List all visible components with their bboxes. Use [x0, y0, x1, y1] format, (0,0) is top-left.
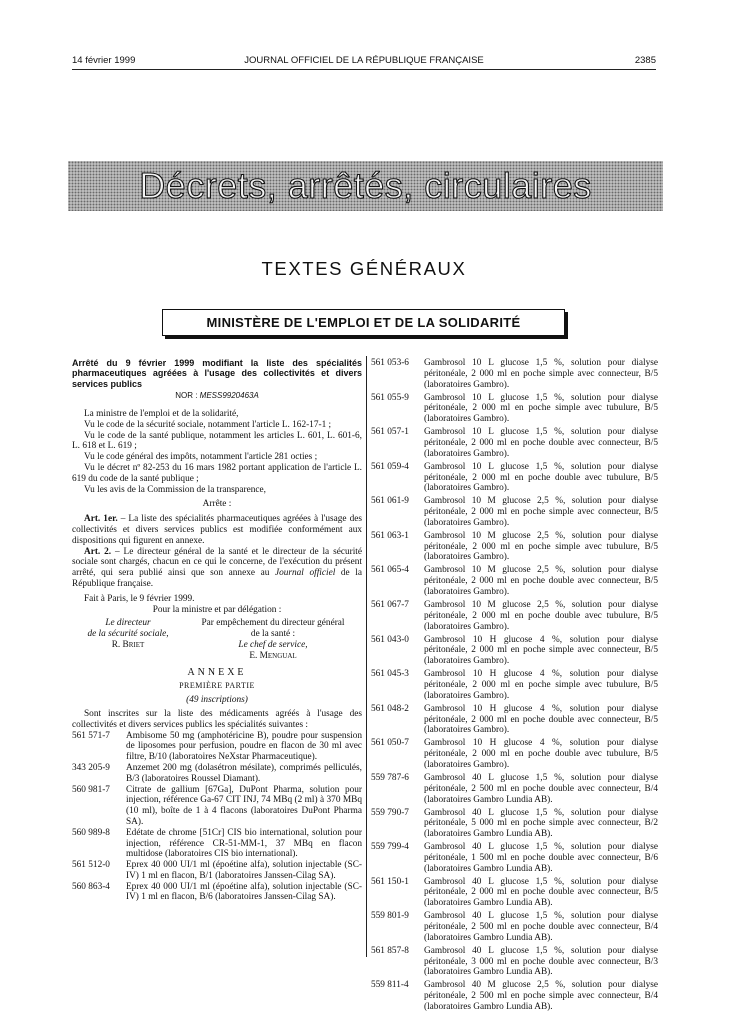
cip-code: 559 787-6 — [371, 772, 409, 783]
signature-right — [184, 618, 362, 661]
paragraph: Vu le code général des impôts, notamment l'article 281 octies ; — [84, 452, 318, 463]
paragraph: Vu le décret nº 82-253 du 16 mars 1982 portant application de l'article L. 619 du code de la santé publique ; — [72, 463, 362, 484]
annex-part: PREMIÈRE PARTIE — [179, 681, 255, 691]
journal-officiel-ref: Journal officiel — [274, 568, 336, 579]
cip-code: 559 790-7 — [371, 807, 409, 818]
entry-text: Gambrosol 40 L glucose 1,5 %, solution pour dialyse péritonéale, 1 500 ml en poche double avec connecteur, B/6 (laboratoires Gambro Lundia AB). — [424, 842, 658, 874]
delegation-line: Pour la ministre et par délégation : — [152, 604, 282, 615]
article-2 — [72, 547, 362, 590]
arrete-word: Arrête : — [202, 499, 232, 510]
list-item — [371, 911, 658, 943]
cip-code: 559 799-4 — [371, 842, 409, 853]
article-1 — [72, 514, 362, 546]
list-item — [371, 946, 658, 978]
entry-text: Citrate de gallium [67Ga], DuPont Pharma, solution pour injection, référence Ga-67 CIT INJ, 74 MBq (2 ml) à 370 MBq (10 ml), boîte de 1 à 4 flacons (laboratoires DuPont Pharma SA). — [126, 784, 362, 827]
header-page-number: 2385 — [634, 55, 656, 66]
cip-code: 560 981-7 — [72, 784, 110, 795]
section-title: Décrets, arrêtés, circulaires — [139, 165, 592, 206]
cip-code: 561 057-1 — [371, 427, 409, 438]
entry-text: Gambrosol 40 L glucose 1,5 %, solution pour dialyse péritonéale, 5 000 ml en poche simple avec connecteur, B/2 (laboratoires Gambro Lundia AB). — [424, 807, 658, 840]
signatory-name: R. Briet — [111, 639, 145, 650]
list-item — [371, 704, 658, 736]
category-heading: TEXTES GÉNÉRAUX — [261, 258, 467, 279]
article-1-text: – La liste des spécialités pharmaceutiques agréées à l'usage des collectivités et divers services publics est modifiée conformément aux dispositions qui figurent en annexe. — [72, 514, 362, 546]
header-rule — [72, 69, 656, 70]
article-1-label: Art. 1er. — [84, 514, 118, 525]
list-item — [371, 877, 658, 909]
list-item — [371, 462, 658, 494]
arrete-title: Arrêté du 9 février 1999 modifiant la liste des spécialités pharmaceutiques agréées à l'usage des collectivités et divers services publics — [72, 358, 362, 389]
list-item — [371, 669, 658, 701]
entry-text: Gambrosol 40 L glucose 1,5 %, solution pour dialyse péritonéale, 2 000 ml en poche double avec connecteur, B/5 (laboratoires Gambro Lundia AB). — [424, 876, 658, 909]
list-item — [371, 358, 658, 390]
cip-code: 561 065-4 — [371, 565, 409, 576]
list-item — [371, 808, 658, 840]
cip-code: 561 043-0 — [371, 634, 409, 645]
list-item — [371, 600, 658, 632]
annex-title: ANNEXE — [187, 666, 247, 678]
entry-text: Gambrosol 40 L glucose 1,5 %, solution pour dialyse péritonéale, 2 500 ml en poche double avec connecteur, B/4 (laboratoires Gambro Lundia AB). — [424, 772, 658, 805]
list-item — [72, 828, 362, 860]
ministry-name: MINISTÈRE DE L'EMPLOI ET DE LA SOLIDARITÉ — [206, 315, 521, 330]
cip-code: 561 055-9 — [371, 392, 409, 403]
nor-code: MESS9920463A — [199, 391, 259, 401]
list-item — [371, 773, 658, 805]
header-journal-title: JOURNAL OFFICIEL DE LA RÉPUBLIQUE FRANÇAISE — [244, 55, 484, 66]
entry-text: Gambrosol 10 H glucose 4 %, solution pour dialyse péritonéale, 2 000 ml en poche simple avec tubulure, B/5 (laboratoires Gambro). — [424, 669, 658, 701]
cip-code: 561 059-4 — [371, 461, 409, 472]
column-divider — [366, 356, 367, 957]
left-column — [72, 358, 362, 903]
list-item — [72, 731, 362, 763]
right-column — [371, 358, 658, 1015]
cip-code: 561 857-8 — [371, 945, 409, 956]
cip-code: 561 050-7 — [371, 738, 409, 749]
list-item — [72, 763, 362, 785]
running-head — [72, 55, 656, 69]
cip-code: 561 063-1 — [371, 530, 409, 541]
entry-text: Gambrosol 40 M glucose 2,5 %, solution pour dialyse péritonéale, 2 500 ml en poche simple avec connecteur, B/4 (laboratoires Gambro Lundia AB). — [424, 980, 658, 1012]
list-item — [371, 842, 658, 874]
nor-label: NOR : — [175, 391, 198, 401]
list-item — [371, 635, 658, 667]
cip-code: 560 989-8 — [72, 827, 110, 838]
list-item — [371, 427, 658, 459]
cip-code: 560 863-4 — [72, 881, 110, 892]
entry-text: Gambrosol 10 M glucose 2,5 %, solution pour dialyse péritonéale, 2 000 ml en poche simple avec tubulure, B/5 (laboratoires Gambro). — [424, 530, 658, 563]
article-2-text: – Le directeur général de la santé et le directeur de la sécurité sociale sont chargés, chacun en ce qui le concerne, de l'exécution du présent arrêté, qui sera publié ainsi que son annexe au — [72, 546, 362, 579]
signatures — [72, 618, 362, 661]
list-item — [72, 785, 362, 828]
list-item — [371, 565, 658, 597]
entry-text: Gambrosol 10 H glucose 4 %, solution pour dialyse péritonéale, 2 000 ml en poche simple avec connecteur, B/5 (laboratoires Gambro). — [424, 634, 658, 667]
entry-text: Eprex 40 000 UI/1 ml (époétine alfa), solution injectable (SC-IV) 1 ml en flacon, B/1 (laboratoires Janssen-Cilag SA). — [126, 860, 362, 881]
entry-text: Gambrosol 10 L glucose 1,5 %, solution pour dialyse péritonéale, 2 000 ml en poche double avec connecteur, B/5 (laboratoires Gambro). — [424, 427, 658, 459]
article-2-text-end: de la République française. — [72, 568, 362, 589]
signatory-title: Le directeur — [105, 618, 151, 629]
nor-line — [72, 391, 362, 402]
signature-left — [72, 618, 184, 661]
entry-text: Gambrosol 40 L glucose 1,5 %, solution pour dialyse péritonéale, 2 500 ml en poche double avec connecteur, B/4 (laboratoires Gambro Lundia AB). — [424, 911, 658, 943]
paragraph: Vu le code de la santé publique, notamment les articles L. 601, L. 601-6, L. 618 et L. 619 ; — [72, 430, 362, 452]
entry-text: Ambisome 50 mg (amphotéricine B), poudre pour suspension de liposomes pour perfusion, poudre en flacon de 30 ml avec filtre, B/10 (laboratoires NeXstar Pharmaceutique). — [126, 730, 362, 763]
paragraph: Vu les avis de la Commission de la transparence, — [84, 484, 266, 495]
entry-text: Gambrosol 10 M glucose 2,5 %, solution pour dialyse péritonéale, 2 000 ml en poche double avec connecteur, B/5 (laboratoires Gambro). — [424, 565, 658, 598]
entry-text: Gambrosol 10 M glucose 2,5 %, solution pour dialyse péritonéale, 2 000 ml en poche double avec tubulure, B/5 (laboratoires Gambro). — [424, 600, 658, 632]
annex-intro: Sont inscrites sur la liste des médicaments agréés à l'usage des collectivités et divers services publics les spécialités suivantes : — [72, 708, 362, 730]
signatory-name: E. Mengual — [249, 650, 297, 661]
entry-text: Gambrosol 10 L glucose 1,5 %, solution pour dialyse péritonéale, 2 000 ml en poche double avec tubulure, B/5 (laboratoires Gambro). — [424, 461, 658, 494]
entry-text: Gambrosol 10 L glucose 1,5 %, solution pour dialyse péritonéale, 2 000 ml en poche simple avec tubulure, B/5 (laboratoires Gambro). — [424, 392, 658, 425]
entry-text: Gambrosol 10 H glucose 4 %, solution pour dialyse péritonéale, 2 000 ml en poche double avec connecteur, B/5 (laboratoires Gambro). — [424, 703, 658, 736]
entry-text: Gambrosol 10 L glucose 1,5 %, solution pour dialyse péritonéale, 2 000 ml en poche simple avec connecteur, B/5 (laboratoires Gambro). — [424, 358, 658, 390]
list-item — [72, 882, 362, 904]
signatory-title: Le chef de service, — [238, 639, 308, 650]
entry-text: Gambrosol 40 L glucose 1,5 %, solution pour dialyse péritonéale, 3 000 ml en poche double avec connecteur, B/3 (laboratoires Gambro Lundia AB). — [424, 945, 658, 978]
delegation-detail: Par empêchement du directeur général — [201, 618, 345, 629]
entry-text: Edétate de chrome [51Cr] CIS bio international, solution pour injection, référence CR-51-MM-1, 37 MBq en flacon multidose (laboratoires CIS bio international). — [126, 827, 362, 860]
list-item — [371, 738, 658, 770]
cip-code: 561 571-7 — [72, 730, 110, 741]
entry-text: Eprex 40 000 UI/1 ml (époétine alfa), solution injectable (SC-IV) 1 ml en flacon, B/6 (laboratoires Janssen-Cilag SA). — [126, 881, 362, 903]
header-date: 14 février 1999 — [72, 55, 136, 66]
article-2-label: Art. 2. — [84, 546, 112, 557]
list-item — [371, 496, 658, 528]
cip-code: 343 205-9 — [72, 762, 110, 773]
paragraph: Vu le code de la sécurité sociale, notamment l'article L. 162-17-1 ; — [84, 419, 332, 430]
entry-text: Anzemet 200 mg (dolasétron mésilate), comprimés pelliculés, B/3 (laboratoires Roussel Diamant). — [126, 762, 362, 784]
cip-code: 561 053-6 — [371, 358, 409, 368]
cip-code: 561 045-3 — [371, 669, 409, 680]
cip-code: 559 801-9 — [371, 911, 409, 922]
signatory-title: de la sécurité sociale, — [87, 629, 169, 640]
list-item — [371, 980, 658, 1012]
cip-code: 561 150-1 — [371, 876, 409, 887]
ministry-box — [162, 309, 565, 336]
entry-text: Gambrosol 10 H glucose 4 %, solution pour dialyse péritonéale, 2 000 ml en poche double avec tubulure, B/5 (laboratoires Gambro). — [424, 738, 658, 770]
annex-count: (49 inscriptions) — [186, 695, 248, 706]
cip-code: 559 811-4 — [371, 980, 409, 991]
delegation-detail: de la santé : — [250, 629, 296, 640]
done-at: Fait à Paris, le 9 février 1999. — [84, 593, 195, 604]
list-item — [72, 860, 362, 882]
cip-code: 561 061-9 — [371, 496, 409, 507]
cip-code: 561 048-2 — [371, 703, 409, 714]
entry-text: Gambrosol 10 M glucose 2,5 %, solution pour dialyse péritonéale, 2 000 ml en poche simple avec connecteur, B/5 (laboratoires Gambro). — [424, 496, 658, 528]
cip-code: 561 067-7 — [371, 600, 409, 611]
list-item — [371, 531, 658, 563]
list-item — [371, 393, 658, 425]
cip-code: 561 512-0 — [72, 860, 110, 871]
paragraph: La ministre de l'emploi et de la solidarité, — [84, 409, 239, 420]
